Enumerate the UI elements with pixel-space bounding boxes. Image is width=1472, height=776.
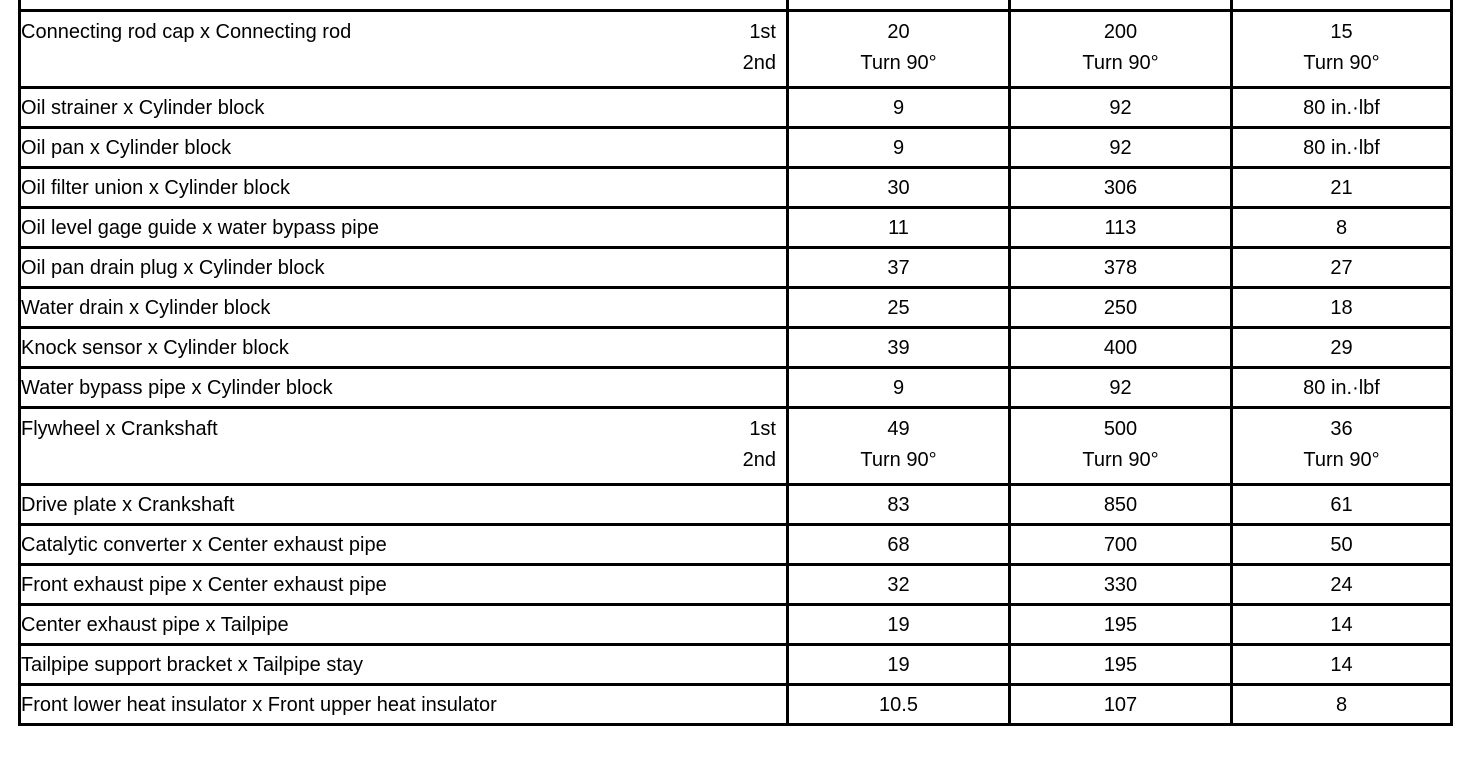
table-row — [20, 88, 1452, 128]
torque-value: 9 — [892, 136, 905, 159]
part-cell — [20, 605, 788, 645]
table-row — [20, 525, 1452, 565]
part-cell — [20, 485, 788, 525]
torque-nm-cell — [788, 408, 1010, 485]
torque-ftlbf-cell — [1232, 525, 1452, 565]
torque-value: 11 — [888, 216, 909, 239]
torque-value: 107 — [1103, 693, 1138, 716]
torque-nm-cell — [788, 288, 1010, 328]
part-name: Water drain x Cylinder block — [21, 296, 271, 319]
torque-value: 9 — [892, 96, 905, 119]
torque-value: 27 — [1330, 256, 1353, 279]
tightening-steps — [743, 12, 786, 86]
torque-nm-cell — [788, 208, 1010, 248]
torque-value: 8 — [1335, 216, 1348, 239]
part-name: Oil pan drain plug x Cylinder block — [21, 256, 325, 279]
torque-kgf-cell — [1010, 208, 1232, 248]
part-cell — [20, 685, 788, 725]
torque-kgf-cell — [1010, 685, 1232, 725]
torque-kgf-cell — [1010, 248, 1232, 288]
torque-ftlbf-cell — [1232, 645, 1452, 685]
part-cell-inner — [21, 12, 786, 86]
part-name: Front lower heat insulator x Front upper heat insulator — [21, 693, 497, 716]
torque-value: 61 — [1330, 493, 1353, 516]
torque-nm-cell — [788, 128, 1010, 168]
torque-nm-cell — [788, 685, 1010, 725]
part-cell — [20, 328, 788, 368]
part-name: Knock sensor x Cylinder block — [21, 336, 289, 359]
torque-value: 400 — [1103, 336, 1138, 359]
torque-nm-cell — [788, 168, 1010, 208]
part-cell — [20, 368, 788, 408]
torque-value: 49 — [887, 418, 910, 440]
torque-ftlbf-cell — [1232, 11, 1452, 88]
torque-ftlbf-cell — [1232, 88, 1452, 128]
torque-kgf-cell — [1010, 408, 1232, 485]
torque-ftlbf-cell — [1232, 605, 1452, 645]
torque-kgf-cell — [1010, 288, 1232, 328]
torque-kgf-cell — [1010, 11, 1232, 88]
part-name: Catalytic converter x Center exhaust pipe — [21, 533, 387, 556]
part-cell — [20, 248, 788, 288]
torque-value: 195 — [1103, 653, 1138, 676]
part-cell — [20, 168, 788, 208]
torque-value: 113 — [1104, 216, 1137, 239]
table-row — [20, 408, 1452, 485]
torque-value: 19 — [887, 653, 910, 676]
table-row — [20, 208, 1452, 248]
torque-value: 700 — [1103, 533, 1138, 556]
part-cell — [20, 11, 788, 88]
torque-ftlbf-cell — [1232, 208, 1452, 248]
torque-value: 20 — [887, 21, 910, 43]
torque-value: 19 — [887, 613, 910, 636]
part-name: Center exhaust pipe x Tailpipe — [21, 613, 289, 636]
torque-nm-cell — [788, 11, 1010, 88]
torque-kgf-cell — [1010, 525, 1232, 565]
torque-kgf-cell — [1010, 128, 1232, 168]
torque-value: 8 — [1335, 693, 1348, 716]
table-row — [20, 605, 1452, 645]
table-row — [20, 288, 1452, 328]
step-label: 2nd — [742, 449, 776, 471]
torque-value: 92 — [1109, 376, 1132, 399]
torque-nm-cell — [788, 525, 1010, 565]
torque-ftlbf-cell — [1232, 128, 1452, 168]
torque-ftlbf-cell — [1232, 685, 1452, 725]
torque-value: Turn 90° — [1082, 52, 1159, 74]
torque-nm-cell — [788, 88, 1010, 128]
table-row — [20, 565, 1452, 605]
torque-value: 92 — [1109, 136, 1132, 159]
torque-kgf-cell — [1010, 485, 1232, 525]
part-name: Oil level gage guide x water bypass pipe — [21, 216, 379, 239]
torque-nm-cell — [788, 368, 1010, 408]
part-cell — [20, 645, 788, 685]
torque-kgf-cell — [1010, 565, 1232, 605]
table-row — [20, 645, 1452, 685]
step-label: 1st — [749, 21, 776, 43]
torque-ftlbf-values — [1233, 12, 1450, 73]
torque-value: 195 — [1103, 613, 1138, 636]
torque-value: 80 in.·lbf — [1303, 376, 1380, 399]
torque-ftlbf-cell — [1232, 328, 1452, 368]
torque-ftlbf-cell — [1232, 248, 1452, 288]
torque-value: Turn 90° — [860, 449, 937, 471]
torque-value: Turn 90° — [1303, 52, 1380, 74]
torque-kgf-cell — [1010, 328, 1232, 368]
part-cell — [20, 408, 788, 485]
torque-value: 30 — [887, 176, 910, 199]
torque-value: 378 — [1103, 256, 1138, 279]
part-name: Flywheel x Crankshaft — [21, 418, 218, 440]
torque-value: 80 in.·lbf — [1303, 96, 1380, 119]
part-name: Water bypass pipe x Cylinder block — [21, 376, 333, 399]
part-name: Connecting rod cap x Connecting rod — [21, 21, 352, 43]
table-row — [20, 168, 1452, 208]
torque-ftlbf-cell — [1232, 368, 1452, 408]
part-cell — [20, 525, 788, 565]
part-cell — [20, 128, 788, 168]
torque-kgf-cell — [1010, 368, 1232, 408]
torque-value: 68 — [887, 533, 910, 556]
table-row — [20, 485, 1452, 525]
torque-value: 39 — [887, 336, 910, 359]
table-row — [20, 128, 1452, 168]
table-row — [20, 368, 1452, 408]
table-row — [20, 328, 1452, 368]
step-label: 2nd — [742, 52, 776, 74]
torque-value: Turn 90° — [1082, 449, 1159, 471]
torque-nm-values — [789, 409, 1008, 470]
torque-kgf-cell — [1010, 605, 1232, 645]
torque-kgf-values — [1011, 409, 1230, 470]
torque-nm-cell — [788, 605, 1010, 645]
torque-nm-cell — [788, 485, 1010, 525]
torque-value: Turn 90° — [1303, 449, 1380, 471]
torque-value: 37 — [887, 256, 910, 279]
table-row — [20, 11, 1452, 88]
torque-spec-table — [18, 0, 1453, 726]
torque-nm-cell — [788, 328, 1010, 368]
torque-kgf-cell — [1010, 645, 1232, 685]
torque-value: 9 — [892, 376, 905, 399]
torque-value: 83 — [887, 493, 910, 516]
torque-value: 29 — [1330, 336, 1353, 359]
torque-value: 18 — [1330, 296, 1353, 319]
torque-kgf-values — [1011, 12, 1230, 73]
torque-nm-cell — [788, 565, 1010, 605]
part-cell-inner — [21, 409, 786, 483]
torque-value: 36 — [1330, 418, 1353, 440]
torque-value: 10.5 — [879, 693, 918, 716]
torque-ftlbf-cell — [1232, 168, 1452, 208]
torque-value: 200 — [1103, 21, 1138, 43]
torque-ftlbf-cell — [1232, 408, 1452, 485]
torque-value: 850 — [1103, 493, 1138, 516]
torque-nm-cell — [788, 248, 1010, 288]
torque-ftlbf-cell — [1232, 288, 1452, 328]
part-cell — [20, 288, 788, 328]
torque-value: 306 — [1103, 176, 1138, 199]
torque-value: 14 — [1330, 613, 1353, 636]
part-cell — [20, 208, 788, 248]
torque-ftlbf-cell — [1232, 565, 1452, 605]
part-name: Oil strainer x Cylinder block — [21, 96, 265, 119]
table-row — [20, 248, 1452, 288]
torque-value: Turn 90° — [860, 52, 937, 74]
part-name: Oil pan x Cylinder block — [21, 136, 232, 159]
torque-nm-values — [789, 12, 1008, 73]
torque-value: 21 — [1330, 176, 1353, 199]
torque-value: 32 — [887, 573, 910, 596]
step-label: 1st — [749, 418, 776, 440]
torque-table-body — [20, 0, 1452, 725]
part-cell — [20, 565, 788, 605]
torque-kgf-cell — [1010, 168, 1232, 208]
torque-value: 15 — [1330, 21, 1353, 43]
part-name: Drive plate x Crankshaft — [21, 493, 235, 516]
torque-value: 92 — [1109, 96, 1132, 119]
torque-value: 24 — [1330, 573, 1353, 596]
torque-ftlbf-cell — [1232, 485, 1452, 525]
torque-value: 500 — [1103, 418, 1138, 440]
torque-value: 330 — [1103, 573, 1138, 596]
torque-value: 80 in.·lbf — [1303, 136, 1380, 159]
torque-kgf-cell — [1010, 88, 1232, 128]
torque-ftlbf-values — [1233, 409, 1450, 470]
table-row — [20, 685, 1452, 725]
torque-value: 50 — [1330, 533, 1353, 556]
part-cell — [20, 88, 788, 128]
table-top-cutoff-row — [20, 0, 1452, 11]
torque-value: 25 — [887, 296, 910, 319]
torque-value: 250 — [1103, 296, 1138, 319]
torque-value: 14 — [1330, 653, 1353, 676]
part-name: Oil filter union x Cylinder block — [21, 176, 290, 199]
torque-nm-cell — [788, 645, 1010, 685]
tightening-steps — [743, 409, 786, 483]
part-name: Front exhaust pipe x Center exhaust pipe — [21, 573, 387, 596]
part-name: Tailpipe support bracket x Tailpipe stay — [21, 653, 364, 676]
